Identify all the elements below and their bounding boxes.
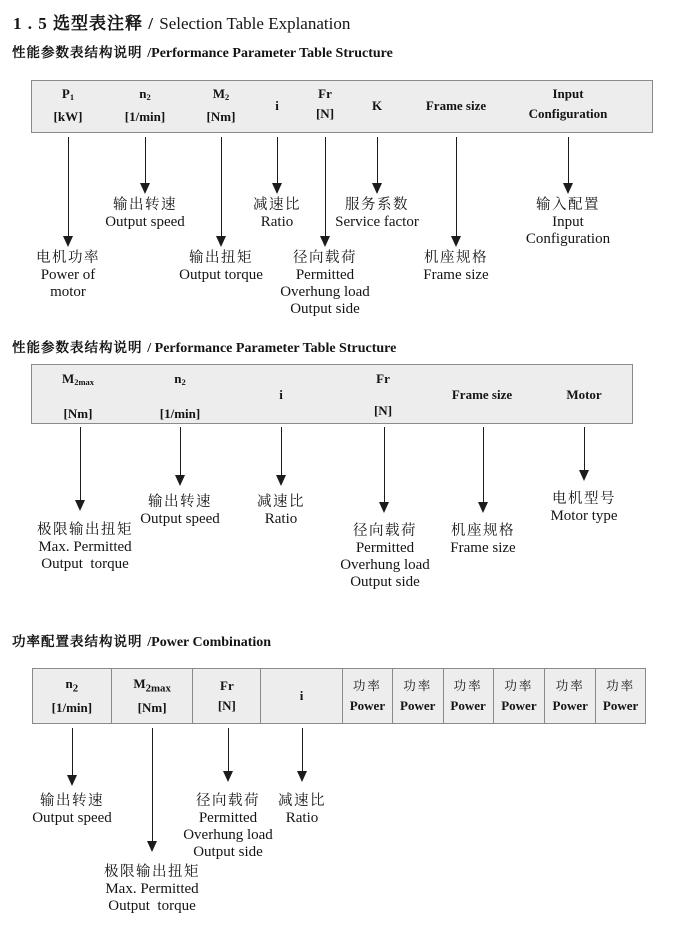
col-input-configuration: Input Configuration bbox=[528, 86, 608, 121]
section3-heading: 功率配置表结构说明 /Power Combination bbox=[12, 634, 272, 650]
callout-motor-type: 电机型号 Motor type bbox=[550, 491, 618, 524]
down-arrow bbox=[276, 427, 286, 486]
callout-ratio: 减速比 Ratio bbox=[278, 793, 326, 826]
down-arrow bbox=[297, 728, 307, 782]
power-combination-table bbox=[32, 668, 646, 724]
col-n2: $n_2$ [1/min] bbox=[33, 669, 112, 723]
page-title-zh: 1 . 5 选型表注释 / bbox=[13, 14, 160, 33]
col-power: 功率 Power bbox=[444, 669, 494, 723]
callout-overhung-load: 径向载荷 Permitted Overhung load Output side bbox=[340, 523, 430, 590]
col-i: i bbox=[261, 669, 343, 723]
col-power: 功率 Power bbox=[393, 669, 444, 723]
col-m2: $M_2$ [Nm] bbox=[206, 86, 236, 124]
down-arrow bbox=[67, 728, 77, 786]
col-fr: Fr [N] bbox=[373, 371, 393, 418]
col-power: 功率 Power bbox=[343, 669, 393, 723]
col-i: i bbox=[279, 387, 283, 402]
down-arrow bbox=[272, 137, 282, 194]
down-arrow bbox=[451, 137, 461, 247]
down-arrow bbox=[478, 427, 488, 513]
col-k: K bbox=[371, 98, 383, 113]
down-arrow bbox=[579, 427, 589, 481]
col-frame-size: Frame size bbox=[451, 387, 513, 402]
page-title bbox=[13, 9, 350, 34]
callout-frame-size: 机座规格 Frame size bbox=[423, 250, 489, 283]
down-arrow bbox=[372, 137, 382, 194]
col-power: 功率 Power bbox=[545, 669, 596, 723]
page-title-en: Selection Table Explanation bbox=[159, 14, 351, 33]
col-power: 功率 Power bbox=[602, 679, 639, 713]
col-motor: Motor bbox=[566, 387, 602, 402]
callout-output-torque: 输出扭矩 Output torque bbox=[179, 250, 263, 283]
down-arrow bbox=[320, 137, 330, 247]
callout-max-output-torque: 极限输出扭矩 Max. Permitted Output torque bbox=[104, 864, 200, 914]
callout-overhung-load: 径向载荷 Permitted Overhung load Output side bbox=[183, 793, 273, 860]
callout-power-of-motor: 电机功率 Power of motor bbox=[36, 250, 100, 300]
col-fr: Fr [N] bbox=[193, 669, 261, 723]
down-arrow bbox=[175, 427, 185, 486]
col-m2max: $M_{2max}$ [Nm] bbox=[61, 371, 95, 421]
down-arrow bbox=[75, 427, 85, 511]
col-n2: $n_2$ [1/min] bbox=[124, 86, 166, 124]
section1-heading: 性能参数表结构说明 /Performance Parameter Table Structure bbox=[12, 45, 393, 61]
callout-service-factor: 服务系数 Service factor bbox=[335, 197, 419, 230]
down-arrow bbox=[563, 137, 573, 194]
callout-ratio: 减速比 Ratio bbox=[253, 197, 301, 230]
performance-table-2 bbox=[31, 364, 633, 424]
col-i: i bbox=[275, 98, 279, 113]
col-n2: $n_2$ [1/min] bbox=[159, 371, 201, 421]
col-m2max: $M_{2max}$ [Nm] bbox=[112, 669, 194, 723]
down-arrow bbox=[63, 137, 73, 247]
col-power: 功率 Power bbox=[494, 669, 546, 723]
callout-output-speed: 输出转速 Output speed bbox=[32, 793, 112, 826]
callout-max-output-torque: 极限输出扭矩 Max. Permitted Output torque bbox=[37, 522, 133, 572]
callout-input-configuration: 输入配置 Input Configuration bbox=[525, 197, 611, 247]
callout-output-speed: 输出转速 Output speed bbox=[140, 494, 220, 527]
callout-frame-size: 机座规格 Frame size bbox=[450, 523, 516, 556]
down-arrow bbox=[379, 427, 389, 513]
col-p1: $P_1$ [kW] bbox=[53, 86, 83, 124]
down-arrow bbox=[140, 137, 150, 194]
col-frame-size: Frame size bbox=[425, 98, 487, 113]
callout-overhung-load: 径向载荷 Permitted Overhung load Output side bbox=[280, 250, 370, 317]
down-arrow bbox=[223, 728, 233, 782]
down-arrow bbox=[147, 728, 157, 852]
section2-heading: 性能参数表结构说明 / Performance Parameter Table Structure bbox=[12, 340, 397, 356]
down-arrow bbox=[216, 137, 226, 247]
col-fr: Fr [N] bbox=[315, 86, 335, 121]
callout-output-speed: 输出转速 Output speed bbox=[105, 197, 185, 230]
callout-ratio: 减速比 Ratio bbox=[257, 494, 305, 527]
